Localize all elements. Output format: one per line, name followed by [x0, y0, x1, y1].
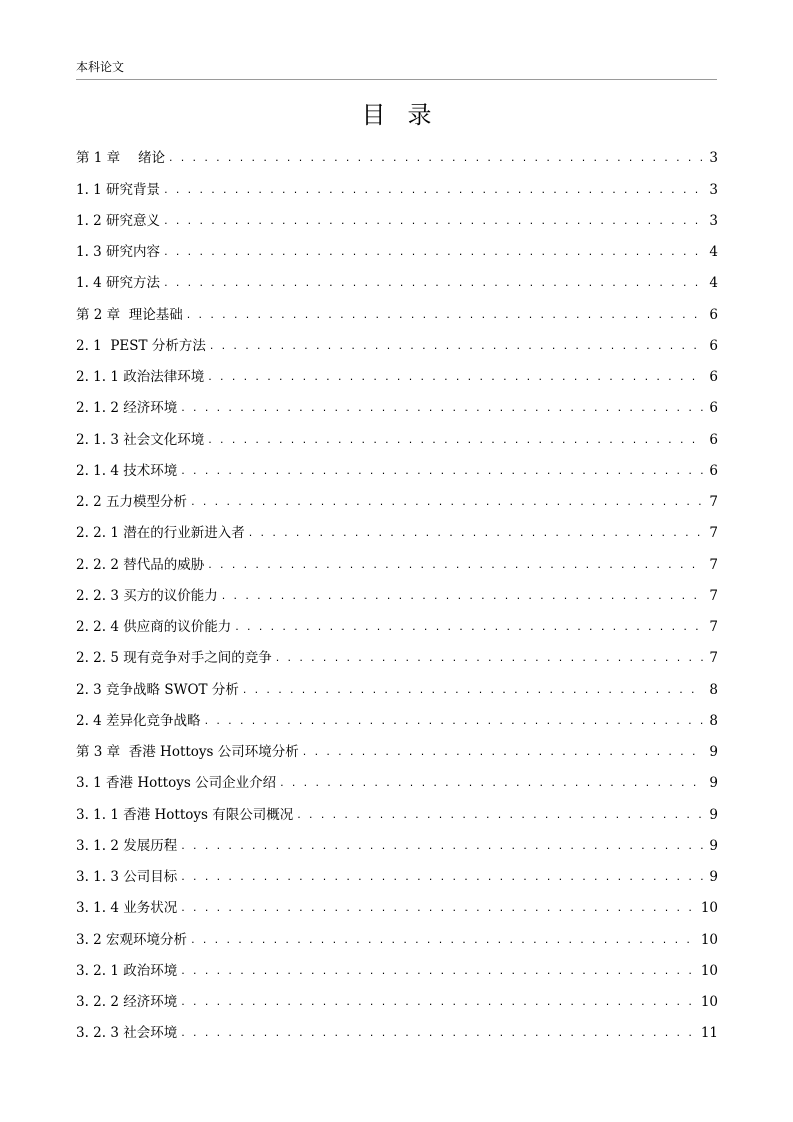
toc-entry-label: 2. 2. 2 替代品的威胁 — [76, 556, 205, 573]
toc-entry-page-number: 8 — [709, 681, 718, 698]
toc-dot-leader — [210, 334, 704, 358]
toc-entry-label: 3. 1 香港 Hottoys 公司企业介绍 — [76, 775, 277, 792]
toc-entry[interactable] — [76, 639, 718, 670]
toc-dot-leader — [164, 178, 703, 202]
toc-entry-page-number: 8 — [709, 712, 718, 729]
toc-entry[interactable] — [76, 983, 718, 1014]
toc-entry[interactable] — [76, 889, 718, 920]
toc-entry[interactable] — [76, 139, 718, 170]
toc-entry-page-number: 7 — [709, 494, 718, 510]
toc-entry-label: 3. 2. 2 经济环境 — [76, 994, 178, 1010]
toc-entry-label: 1. 2 研究意义 — [76, 212, 161, 229]
toc-entry-page-number: 6 — [709, 400, 718, 417]
toc-entry[interactable] — [76, 858, 718, 889]
toc-entry-page-number: 11 — [700, 1025, 718, 1042]
toc-entry-page-number: 10 — [700, 994, 718, 1010]
toc-entry-label: 2. 2. 5 现有竞争对手之间的竞争 — [76, 650, 272, 667]
table-of-contents — [76, 139, 718, 1045]
toc-entry-label: 3. 2 宏观环境分析 — [76, 931, 188, 948]
toc-entry-label: 2. 3 竞争战略 SWOT 分析 — [76, 681, 239, 698]
toc-dot-leader — [208, 365, 703, 389]
toc-entry[interactable] — [76, 608, 718, 639]
toc-entry[interactable] — [76, 795, 718, 826]
toc-dot-leader — [208, 428, 703, 452]
toc-dot-leader — [164, 271, 703, 295]
toc-entry-label: 1. 1 研究背景 — [76, 181, 161, 198]
toc-entry-label: 2. 1 PEST 分析方法 — [76, 337, 206, 354]
toc-entry-label: 2. 2. 1 潜在的行业新进入者 — [76, 525, 245, 542]
toc-entry-page-number: 6 — [709, 369, 718, 385]
toc-entry-label: 第 2 章 理论基础 — [76, 306, 183, 323]
toc-dot-leader — [276, 646, 704, 670]
toc-dot-leader — [280, 771, 703, 795]
toc-entry-page-number: 3 — [709, 181, 718, 198]
toc-entry-label: 2. 4 差异化竞争战略 — [76, 712, 201, 729]
toc-entry[interactable] — [76, 389, 718, 420]
toc-entry-page-number: 6 — [709, 431, 718, 448]
toc-entry[interactable] — [76, 670, 718, 701]
toc-entry-label: 3. 1. 3 公司目标 — [76, 869, 178, 885]
toc-entry[interactable] — [76, 514, 718, 545]
toc-dot-leader — [235, 615, 703, 639]
toc-entry-label: 2. 2 五力模型分析 — [76, 494, 188, 510]
toc-entry-page-number: 6 — [709, 306, 718, 323]
toc-dot-leader — [181, 865, 703, 889]
toc-entry-page-number: 10 — [700, 962, 718, 979]
toc-entry-label: 1. 4 研究方法 — [76, 275, 161, 292]
toc-dot-leader — [181, 1021, 695, 1045]
toc-entry[interactable] — [76, 264, 718, 295]
toc-dot-leader — [191, 490, 703, 514]
toc-dot-leader — [164, 209, 703, 233]
toc-entry[interactable] — [76, 420, 718, 451]
toc-entry[interactable] — [76, 545, 718, 576]
toc-entry-label: 3. 1. 4 业务状况 — [76, 900, 178, 917]
toc-entry-label: 2. 2. 3 买方的议价能力 — [76, 587, 218, 604]
toc-entry-label: 3. 2. 3 社会环境 — [76, 1025, 178, 1042]
toc-dot-leader — [249, 521, 704, 545]
toc-entry[interactable] — [76, 920, 718, 951]
toc-entry-label: 3. 1. 1 香港 Hottoys 有限公司概况 — [76, 806, 294, 823]
toc-entry-label: 3. 1. 2 发展历程 — [76, 837, 178, 854]
toc-entry[interactable] — [76, 358, 718, 389]
toc-entry-label: 2. 1. 4 技术环境 — [76, 462, 178, 479]
header-divider — [76, 79, 717, 80]
toc-dot-leader — [187, 303, 704, 327]
toc-dot-leader — [181, 896, 695, 920]
toc-dot-leader — [181, 834, 703, 858]
toc-entry-label: 第 1 章 绪论 — [76, 150, 165, 167]
toc-entry-page-number: 4 — [709, 275, 718, 292]
toc-entry-label: 2. 2. 4 供应商的议价能力 — [76, 619, 232, 635]
toc-entry-page-number: 7 — [709, 556, 718, 573]
toc-entry[interactable] — [76, 577, 718, 608]
toc-entry-page-number: 9 — [709, 806, 718, 823]
toc-entry[interactable] — [76, 764, 718, 795]
toc-entry-page-number: 10 — [700, 931, 718, 948]
document-header-label: 本科论文 — [76, 60, 125, 74]
toc-dot-leader — [208, 553, 703, 577]
toc-entry[interactable] — [76, 295, 718, 326]
toc-entry-page-number: 9 — [709, 837, 718, 854]
toc-entry-page-number: 9 — [709, 775, 718, 792]
toc-title: 目录 — [361, 101, 454, 129]
toc-entry-label: 第 3 章 香港 Hottoys 公司环境分析 — [76, 744, 299, 760]
toc-entry[interactable] — [76, 452, 718, 483]
toc-entry-page-number: 6 — [709, 337, 718, 354]
toc-entry-label: 2. 1. 3 社会文化环境 — [76, 431, 205, 448]
toc-dot-leader — [243, 678, 704, 702]
toc-entry-label: 2. 1. 1 政治法律环境 — [76, 369, 205, 385]
toc-entry-page-number: 7 — [709, 619, 718, 635]
toc-entry-label: 2. 1. 2 经济环境 — [76, 400, 178, 417]
toc-entry[interactable] — [76, 202, 718, 233]
toc-entry-page-number: 7 — [709, 650, 718, 667]
toc-entry-page-number: 6 — [709, 462, 718, 479]
toc-dot-leader — [303, 740, 704, 764]
toc-entry[interactable] — [76, 170, 718, 201]
toc-entry[interactable] — [76, 733, 718, 764]
toc-entry[interactable] — [76, 327, 718, 358]
toc-entry-page-number: 7 — [709, 525, 718, 542]
toc-dot-leader — [181, 990, 695, 1014]
toc-dot-leader — [169, 146, 703, 170]
toc-dot-leader — [297, 803, 703, 827]
toc-dot-leader — [164, 240, 703, 264]
toc-entry-page-number: 10 — [700, 900, 718, 917]
toc-entry-label: 3. 2. 1 政治环境 — [76, 962, 178, 979]
toc-dot-leader — [181, 459, 703, 483]
toc-entry-label: 1. 3 研究内容 — [76, 244, 161, 260]
toc-dot-leader — [181, 396, 703, 420]
toc-entry-page-number: 9 — [709, 744, 718, 760]
toc-entry[interactable] — [76, 827, 718, 858]
toc-entry[interactable] — [76, 1014, 718, 1045]
toc-entry-page-number: 7 — [709, 587, 718, 604]
toc-dot-leader — [205, 709, 704, 733]
toc-entry[interactable] — [76, 952, 718, 983]
toc-dot-leader — [181, 959, 695, 983]
toc-entry[interactable] — [76, 483, 718, 514]
toc-dot-leader — [191, 928, 695, 952]
toc-entry[interactable] — [76, 702, 718, 733]
toc-entry[interactable] — [76, 233, 718, 264]
toc-entry-page-number: 3 — [709, 150, 718, 167]
toc-entry-page-number: 4 — [709, 244, 718, 260]
toc-dot-leader — [222, 584, 704, 608]
toc-entry-page-number: 3 — [709, 212, 718, 229]
toc-entry-page-number: 9 — [709, 869, 718, 885]
